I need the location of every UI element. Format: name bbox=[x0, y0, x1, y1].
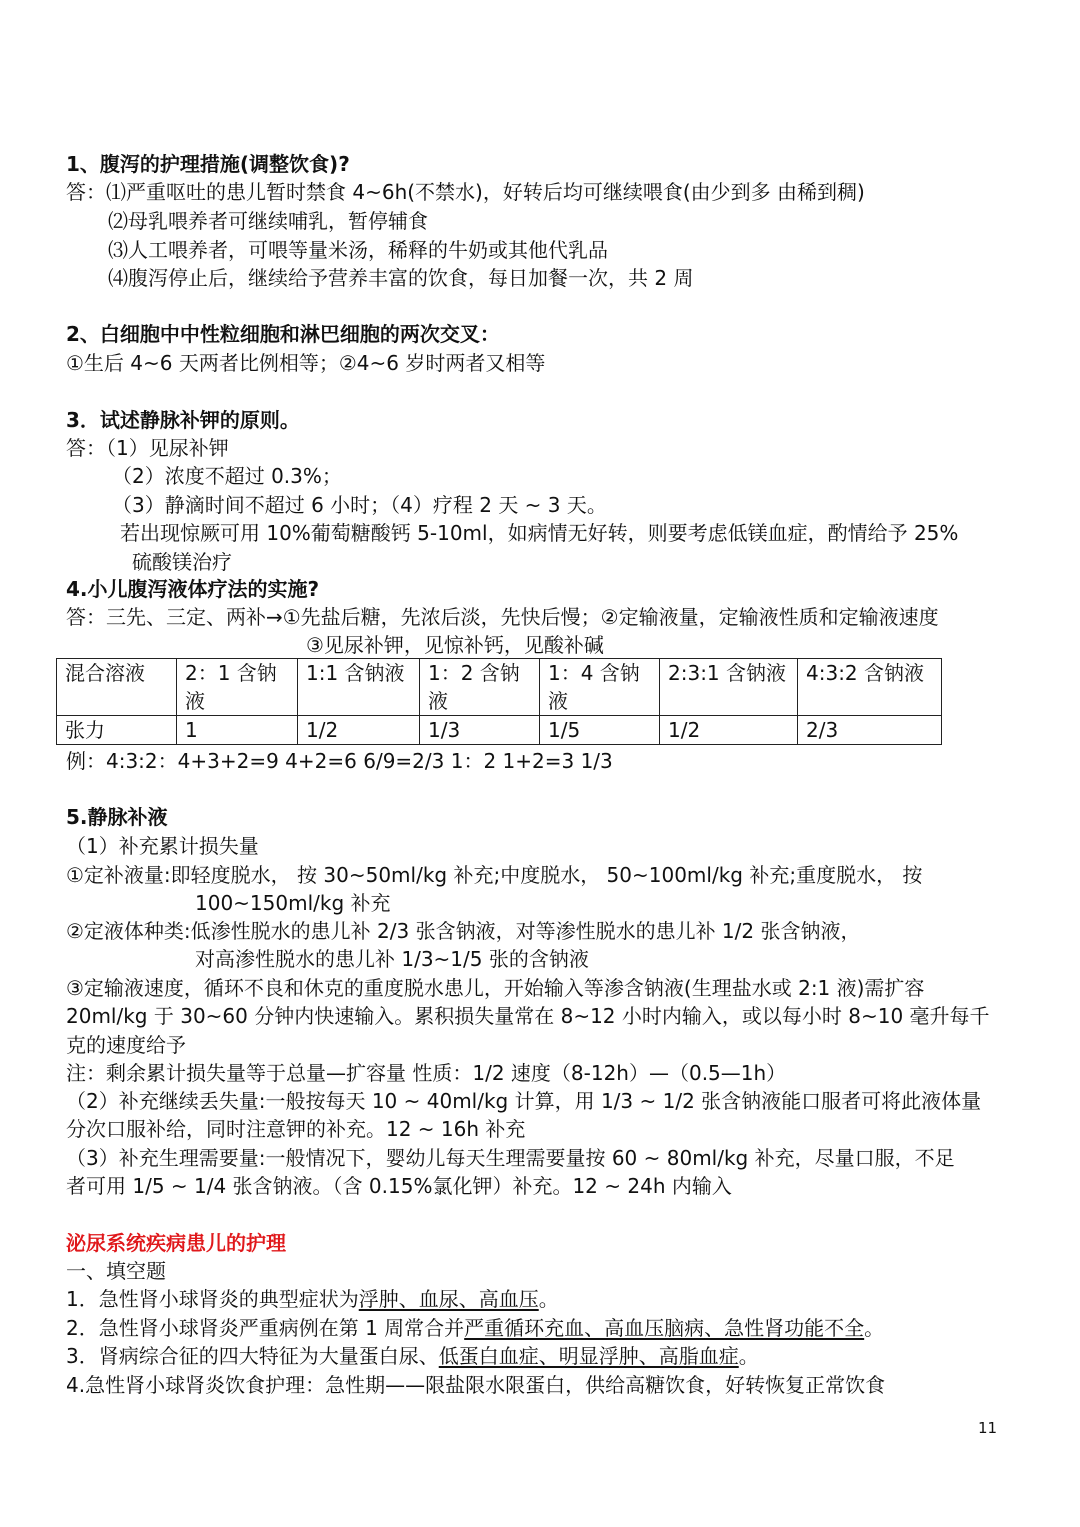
table-cell: 4:3:2 含钠液 bbox=[798, 659, 942, 716]
question-text: 2．急性肾小球肾炎严重病例在第 1 周常合并 bbox=[66, 1316, 465, 1340]
section-3-line: 若出现惊厥可用 10%葡萄糖酸钙 5-10ml，如病情无好转，则要考虑低镁血症，酌情给予 25% bbox=[120, 521, 959, 545]
table-cell: 混合溶液 bbox=[57, 659, 177, 716]
table-cell: 1/3 bbox=[420, 716, 540, 745]
fill-blank-question-4: 4.急性肾小球肾炎饮食护理：急性期——限盐限水限蛋白，供给高糖饮食，好转恢复正常饮食 bbox=[66, 1373, 886, 1397]
section-1-line: ⑵母乳喂养者可继续哺乳，暂停辅食 bbox=[108, 209, 428, 233]
fill-blank-question-2 bbox=[66, 1314, 884, 1342]
answer-underlined: 浮肿、血尿、高血压 bbox=[358, 1287, 539, 1311]
section-5-line: 注：剩余累计损失量等于总量—扩容量 性质：1/2 速度（8-12h）—（0.5—1h） bbox=[66, 1061, 787, 1085]
table-cell: 1/2 bbox=[660, 716, 798, 745]
section-3-line: 答：（1）见尿补钾 bbox=[66, 436, 229, 460]
fill-blank-question-3 bbox=[66, 1342, 759, 1370]
table-row bbox=[57, 716, 942, 745]
section-4-line: ③见尿补钾，见惊补钙，见酸补碱 bbox=[306, 633, 604, 657]
section-5-line: 100~150ml/kg 补充 bbox=[195, 891, 391, 915]
table-cell: 1：4 含钠液 bbox=[540, 659, 660, 716]
question-text: 。 bbox=[864, 1316, 885, 1340]
section-5-line: ③定输液速度，循环不良和休克的重度脱水患儿，开始输入等渗含钠液(生理盐水或 2:1 液)需扩容 bbox=[66, 976, 925, 1000]
section-1-line: 答：⑴严重呕吐的患儿暂时禁食 4~6h(不禁水)，好转后均可继续喂食(由少到多 由稀到稠) bbox=[66, 180, 865, 204]
section-4-heading: 4.小儿腹泻液体疗法的实施? bbox=[66, 577, 320, 601]
section-1-line: ⑷腹泻停止后，继续给予营养丰富的饮食，每日加餐一次，共 2 周 bbox=[108, 266, 694, 290]
section-5-line: ②定液体种类:低渗性脱水的患儿补 2/3 张含钠液，对等渗性脱水的患儿补 1/2 张含钠液， bbox=[66, 919, 861, 943]
question-text: 3．肾病综合征的四大特征为大量蛋白尿、 bbox=[66, 1344, 439, 1368]
section-5-line: （2）补充继续丢失量:一般按每天 10 ~ 40ml/kg 计算，用 1/3 ~ 1/2 张含钠液能口服者可将此液体量 bbox=[66, 1089, 982, 1113]
section-3-heading: 3．试述静脉补钾的原则。 bbox=[66, 408, 300, 432]
section-4-line: 答：三先、三定、两补→①先盐后糖，先浓后淡，先快后慢；②定输液量，定输液性质和定输液速度 bbox=[66, 605, 939, 629]
question-text: 1．急性肾小球肾炎的典型症状为 bbox=[66, 1287, 359, 1311]
table-cell: 张力 bbox=[57, 716, 177, 745]
table-cell: 1:1 含钠液 bbox=[298, 659, 420, 716]
answer-underlined: 低蛋白血症、明显浮肿、高脂血症 bbox=[438, 1344, 739, 1368]
section-3-line: （2）浓度不超过 0.3%； bbox=[112, 464, 342, 488]
section-3-line: 硫酸镁治疗 bbox=[132, 550, 232, 574]
section-5-line: （3）补充生理需要量:一般情况下，婴幼儿每天生理需要量按 60 ~ 80ml/kg 补充，尽量口服，不足 bbox=[66, 1146, 955, 1170]
section-5-heading: 5.静脉补液 bbox=[66, 805, 168, 829]
section-2-heading: 2、白细胞中中性粒细胞和淋巴细胞的两次交叉： bbox=[66, 322, 500, 346]
section-5-line: 20ml/kg 于 30~60 分钟内快速输入。累积损失量常在 8~12 小时内输入，或以每小时 8~10 毫升每千 bbox=[66, 1004, 990, 1028]
section-2-line: ①生后 4~6 天两者比例相等；②4~6 岁时两者又相等 bbox=[66, 351, 546, 375]
section-5-line: （1）补充累计损失量 bbox=[66, 834, 259, 858]
section-1-line: ⑶人工喂养者，可喂等量米汤，稀释的牛奶或其他代乳品 bbox=[108, 238, 608, 262]
table-example: 例：4:3:2：4+3+2=9 4+2=6 6/9=2/3 1：2 1+2=3 1/3 bbox=[66, 749, 613, 773]
table-cell: 1/5 bbox=[540, 716, 660, 745]
table-cell: 2:3:1 含钠液 bbox=[660, 659, 798, 716]
section-1-heading: 1、腹泻的护理措施(调整饮食)? bbox=[66, 152, 350, 176]
section-5-line: 对高渗性脱水的患儿补 1/3~1/5 张的含钠液 bbox=[195, 947, 589, 971]
fill-blank-question-1 bbox=[66, 1285, 559, 1313]
table-cell: 1：2 含钠液 bbox=[420, 659, 540, 716]
page-number: 11 bbox=[978, 1419, 998, 1437]
section-5-line: 分次口服补给，同时注意钾的补充。12 ~ 16h 补充 bbox=[66, 1117, 526, 1141]
section-6-heading: 泌尿系统疾病患儿的护理 bbox=[66, 1231, 286, 1255]
question-text: 。 bbox=[538, 1287, 559, 1311]
table-cell: 2：1 含钠液 bbox=[177, 659, 298, 716]
section-5-line: 克的速度给予 bbox=[66, 1033, 186, 1057]
answer-underlined: 严重循环充血、高血压脑病、急性肾功能不全 bbox=[464, 1316, 865, 1340]
mixed-solution-table bbox=[56, 658, 942, 745]
question-text: 。 bbox=[738, 1344, 759, 1368]
table-cell: 2/3 bbox=[798, 716, 942, 745]
table-cell: 1 bbox=[177, 716, 298, 745]
section-6-subheading: 一、填空题 bbox=[66, 1259, 166, 1283]
table-cell: 1/2 bbox=[298, 716, 420, 745]
table-row bbox=[57, 659, 942, 716]
section-3-line: （3）静滴时间不超过 6 小时；（4）疗程 2 天 ~ 3 天。 bbox=[112, 493, 607, 517]
section-5-line: ①定补液量:即轻度脱水， 按 30~50ml/kg 补充;中度脱水， 50~100ml/kg 补充;重度脱水， 按 bbox=[66, 863, 923, 887]
section-5-line: 者可用 1/5 ~ 1/4 张含钠液。（含 0.15%氯化钾）补充。12 ~ 24h 内输入 bbox=[66, 1174, 732, 1198]
